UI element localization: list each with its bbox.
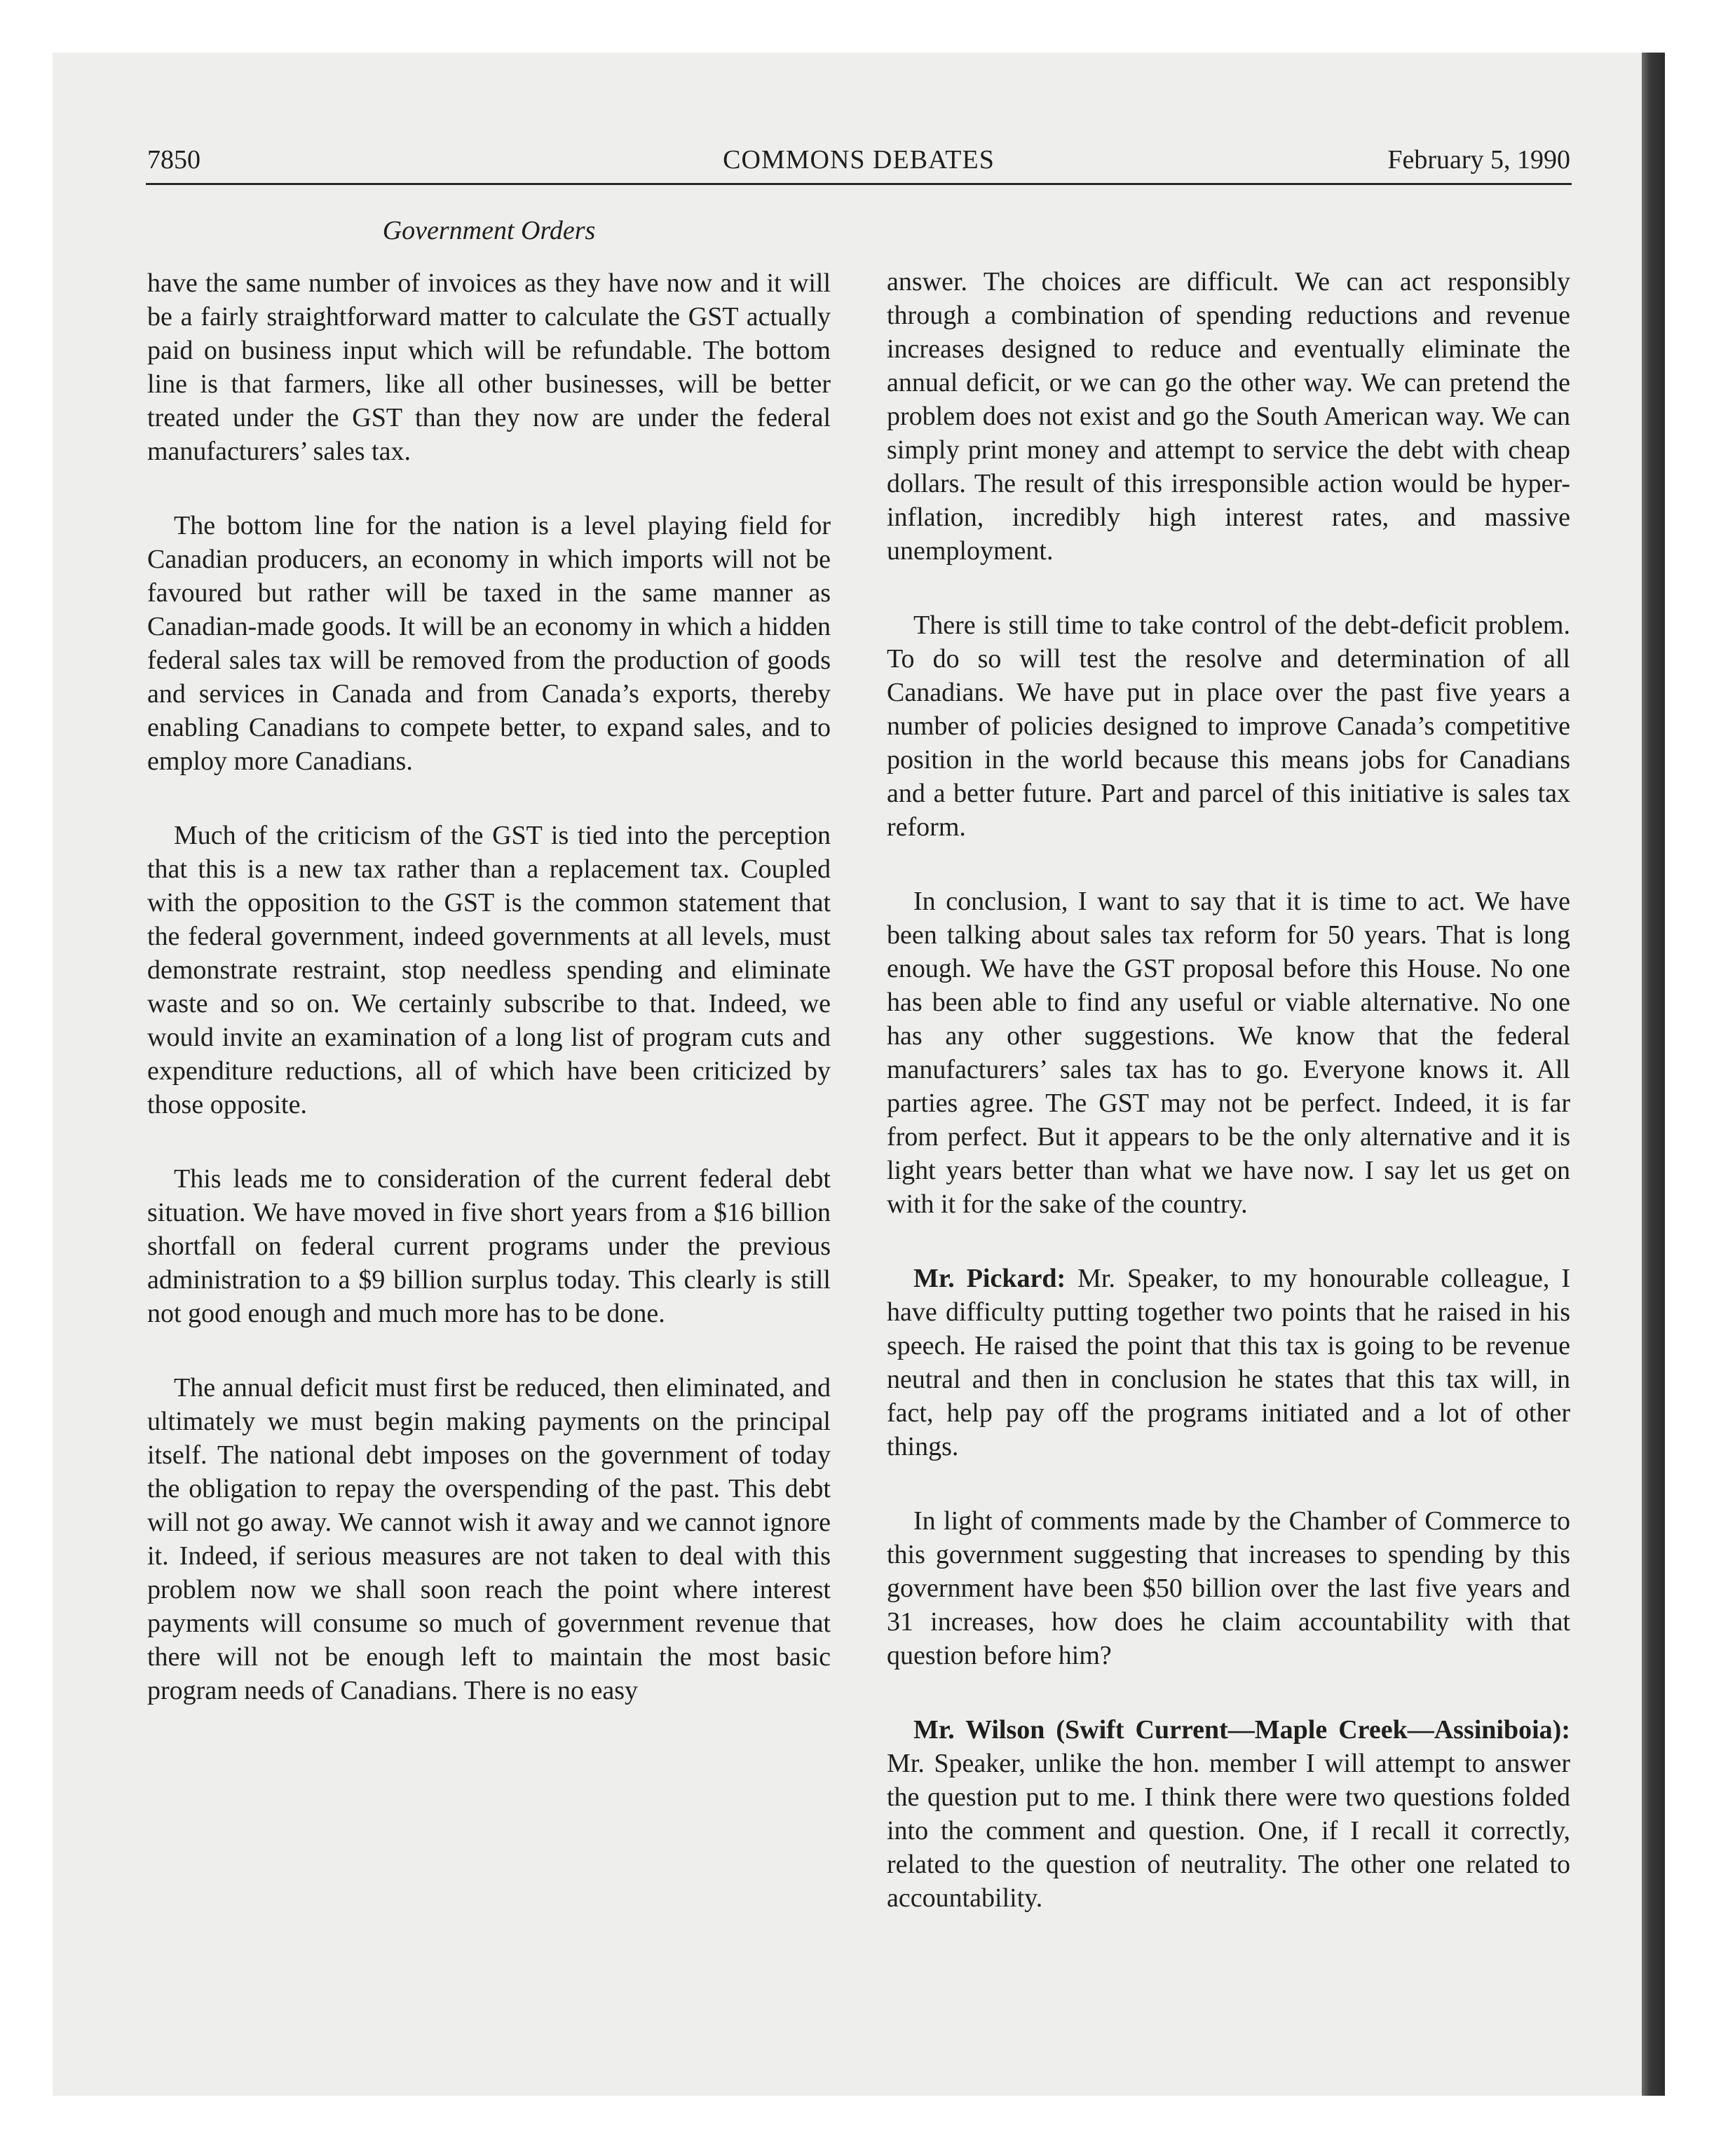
page-number: 7850	[147, 145, 200, 175]
section-heading: Government Orders	[382, 216, 596, 245]
issue-date: February 5, 1990	[1387, 145, 1570, 175]
paragraph: In conclusion, I want to say that it is time to act. We have been talking about sales tax reform for 50 years. That is long enough. We have the GST proposal before this House. No one has been able to find any useful or viable alternative. No one has any other suggestions. We know that the federal manufacturers’ sales tax has to go. Everyone knows it. All parties agree. The GST may not be perfect. Indeed, it is far from perfect. But it appears to be the only alternative and it is light years better than what we have now. I say let us get on with it for the sake of the country.	[887, 887, 1570, 1219]
paragraph: This leads me to consideration of the current federal debt situation. We have moved in five short years from a $16 billion shortfall on federal current programs under the previous administration to a $9 billion surplus today. This clearly is still not good enough and much more has to be done.	[147, 1164, 831, 1328]
paragraph: Much of the criticism of the GST is tied into the perception that this is a new tax rather than a replacement tax. Coupled with the opposition to the GST is the common statement that the federal government, indeed governments at all levels, must demonstrate restraint, stop needless spending and eliminate waste and so on. We certainly subscribe to that. Indeed, we would invite an examination of a long list of program cuts and expenditure reductions, all of which have been criticized by those opposite.	[147, 821, 831, 1119]
page-binding-edge	[1642, 53, 1665, 2096]
paragraph: There is still time to take control of the debt-deficit problem. To do so will test the resolve and determination of all Canadians. We have put in place over the past five years a number of policies designed to improve Canada’s competitive position in the world because this means jobs for Canadians and a better future. Part and parcel of this initiative is sales tax reform.	[887, 610, 1570, 842]
paragraph: have the same number of invoices as they have now and it will be a fairly straightforward matter to calculate the GST actually paid on business input which will be refundable. The bottom line is that farmers, like all other businesses, will be better treated under the GST than they now are under the federal manufacturers’ sales tax.	[147, 268, 831, 466]
publication-title: COMMONS DEBATES	[723, 145, 995, 175]
paragraph: answer. The choices are difficult. We can act responsibly through a combination of spending reductions and revenue increases designed to reduce and eventually eliminate the annual deficit, or we can go the other way. We can pretend the problem does not exist and go the South American way. We can simply print money and attempt to service the debt with cheap dollars. The result of this irresponsible action would be hyper-inflation, incredibly high interest rates, and massive unemployment.	[887, 267, 1570, 566]
speech-wilson	[887, 1713, 1570, 1915]
speech-text: Mr. Speaker, to my honourable colleague, I have difficulty putting together two points that he raised in his speech. He raised the point that this tax is going to be revenue neutral and then in conclusion he states that this tax will, in fact, help pay off the programs initiated and a lot of other things.	[887, 1264, 1570, 1461]
left-column	[147, 266, 831, 1748]
paragraph: In light of comments made by the Chamber of Commerce to this government suggesting that increases to spending by this government have been $50 billion over the last five years and 31 increases, how does he claim accountability with that question before him?	[887, 1506, 1570, 1670]
running-head	[147, 139, 1570, 181]
speaker-name: Mr. Wilson (Swift Current—Maple Creek—Assiniboia):	[913, 1715, 1570, 1745]
paragraph: The annual deficit must first be reduced, then eliminated, and ultimately we must begin making payments on the principal itself. The national debt imposes on the government of today the obligation to repay the overspending of the past. This debt will not go away. We cannot wish it away and we cannot ignore it. Indeed, if serious measures are not taken to deal with this problem now we shall soon reach the point where interest payments will consume so much of government revenue that there will not be enough left to maintain the most basic program needs of Canadians. There is no easy	[147, 1373, 831, 1705]
speech-text: Mr. Speaker, unlike the hon. member I will attempt to answer the question put to me. I think there were two questions folded into the comment and question. One, if I recall it correctly, related to the question of neutrality. The other one related to accountability.	[887, 1749, 1570, 1913]
speech-pickard	[887, 1262, 1570, 1464]
speaker-name: Mr. Pickard:	[913, 1264, 1066, 1293]
paragraph: The bottom line for the nation is a level playing field for Canadian producers, an economy in which imports will not be favoured but rather will be taxed in the same manner as Canadian-made goods. It will be an economy in which a hidden federal sales tax will be removed from the production of goods and services in Canada and from Canada’s exports, thereby enabling Canadians to compete better, to expand sales, and to employ more Canadians.	[147, 511, 831, 776]
header-rule	[146, 183, 1572, 185]
right-column	[887, 265, 1570, 1956]
